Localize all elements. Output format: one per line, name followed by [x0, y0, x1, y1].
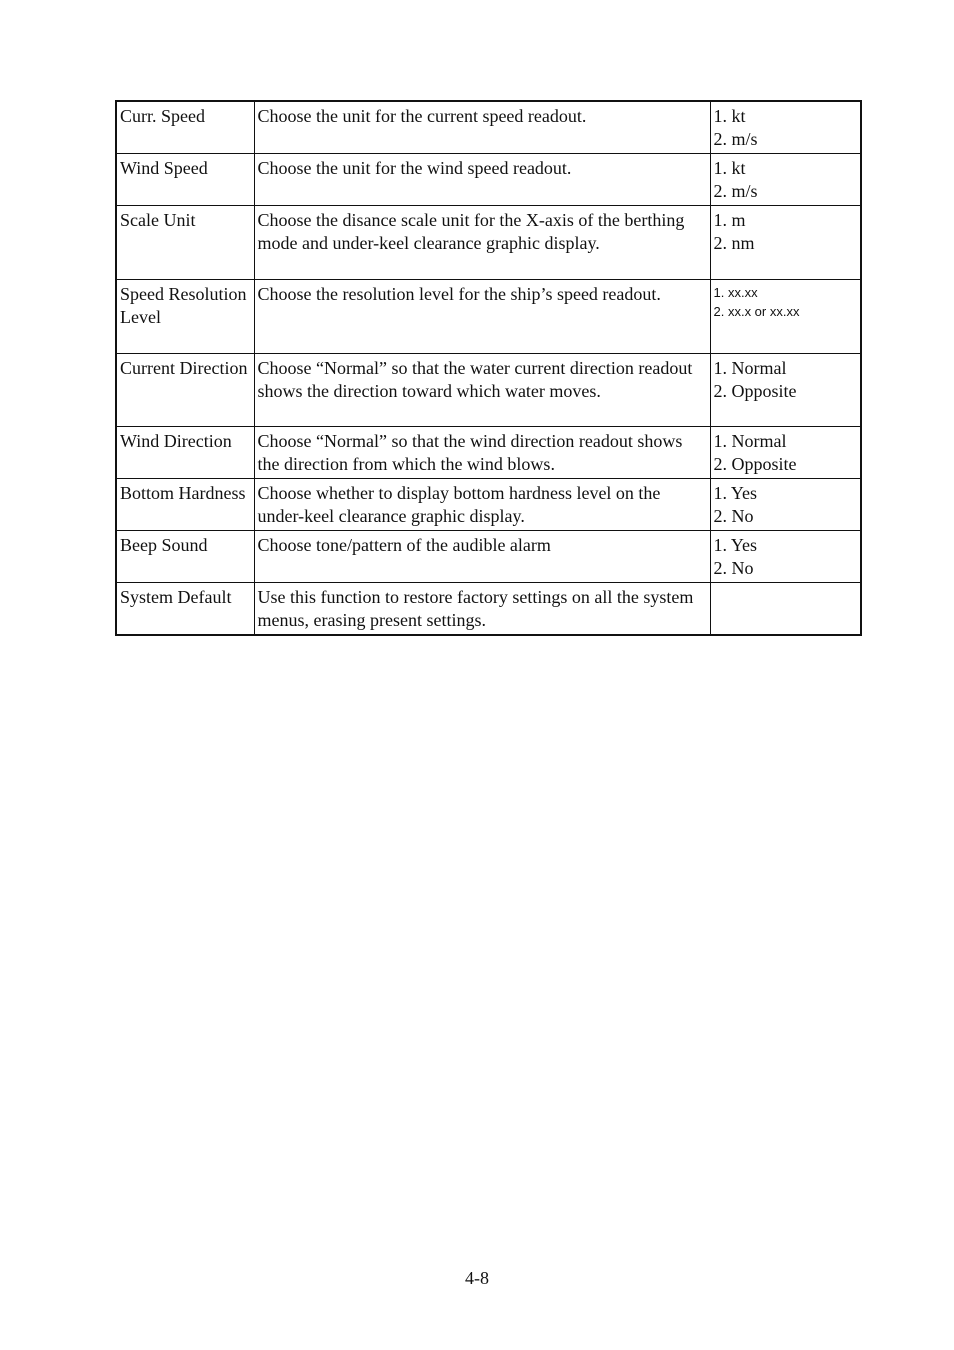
table-row [116, 154, 861, 206]
option-value: 2. Opposite [713, 454, 797, 474]
menu-item-description: Choose the unit for the current speed readout. [254, 101, 710, 154]
menu-item-description: Choose “Normal” so that the wind direction readout shows the direction from which the wind blows. [254, 427, 710, 479]
menu-item-name: Curr. Speed [116, 101, 254, 154]
menu-item-name: Beep Sound [116, 531, 254, 583]
table-row [116, 479, 861, 531]
menu-item-options [710, 354, 861, 427]
menu-item-options [710, 427, 861, 479]
table-row [116, 427, 861, 479]
menu-item-name: Wind Direction [116, 427, 254, 479]
option-value: 2. Opposite [713, 381, 797, 401]
menu-item-description: Use this function to restore factory settings on all the system menus, erasing present settings. [254, 583, 710, 636]
option-value: 1. xx.xx [713, 285, 758, 300]
option-value: 2. m/s [713, 129, 758, 149]
menu-item-options [710, 479, 861, 531]
option-value: 2. nm [713, 233, 755, 253]
option-value: 2. xx.x or xx.xx [713, 304, 800, 319]
page-number: 4-8 [465, 1268, 489, 1288]
table-row [116, 206, 861, 280]
menu-item-name: Wind Speed [116, 154, 254, 206]
menu-item-options [710, 583, 861, 636]
menu-item-options [710, 206, 861, 280]
option-value: 1. Yes [713, 535, 758, 555]
menu-item-options [710, 280, 861, 354]
table-row [116, 354, 861, 427]
system-menu-table [115, 100, 862, 636]
menu-item-options [710, 101, 861, 154]
option-value: 2. No [713, 506, 754, 526]
option-value: 1. Yes [713, 483, 758, 503]
option-value: 1. kt [713, 106, 746, 126]
option-value: 2. No [713, 558, 754, 578]
menu-item-description: Choose “Normal” so that the water current direction readout shows the direction toward which water moves. [254, 354, 710, 427]
table-row [116, 101, 861, 154]
option-value: 2. m/s [713, 181, 758, 201]
menu-item-options [710, 531, 861, 583]
option-value: 1. Normal [713, 358, 787, 378]
table-row [116, 583, 861, 636]
option-value: 1. kt [713, 158, 746, 178]
menu-item-name: Current Direction [116, 354, 254, 427]
menu-item-description: Choose the unit for the wind speed readout. [254, 154, 710, 206]
option-value: 1. m [713, 210, 746, 230]
menu-item-name: Bottom Hardness [116, 479, 254, 531]
menu-item-description: Choose tone/pattern of the audible alarm [254, 531, 710, 583]
table-body [116, 101, 861, 635]
menu-item-name: System Default [116, 583, 254, 636]
menu-item-options [710, 154, 861, 206]
menu-item-name: Scale Unit [116, 206, 254, 280]
table-row [116, 531, 861, 583]
menu-item-description: Choose the disance scale unit for the X-axis of the berthing mode and under-keel clearance graphic display. [254, 206, 710, 280]
menu-item-description: Choose whether to display bottom hardness level on the under-keel clearance graphic display. [254, 479, 710, 531]
menu-item-description: Choose the resolution level for the ship’s speed readout. [254, 280, 710, 354]
table-row [116, 280, 861, 354]
menu-item-name: Speed Resolution Level [116, 280, 254, 354]
option-value: 1. Normal [713, 431, 787, 451]
